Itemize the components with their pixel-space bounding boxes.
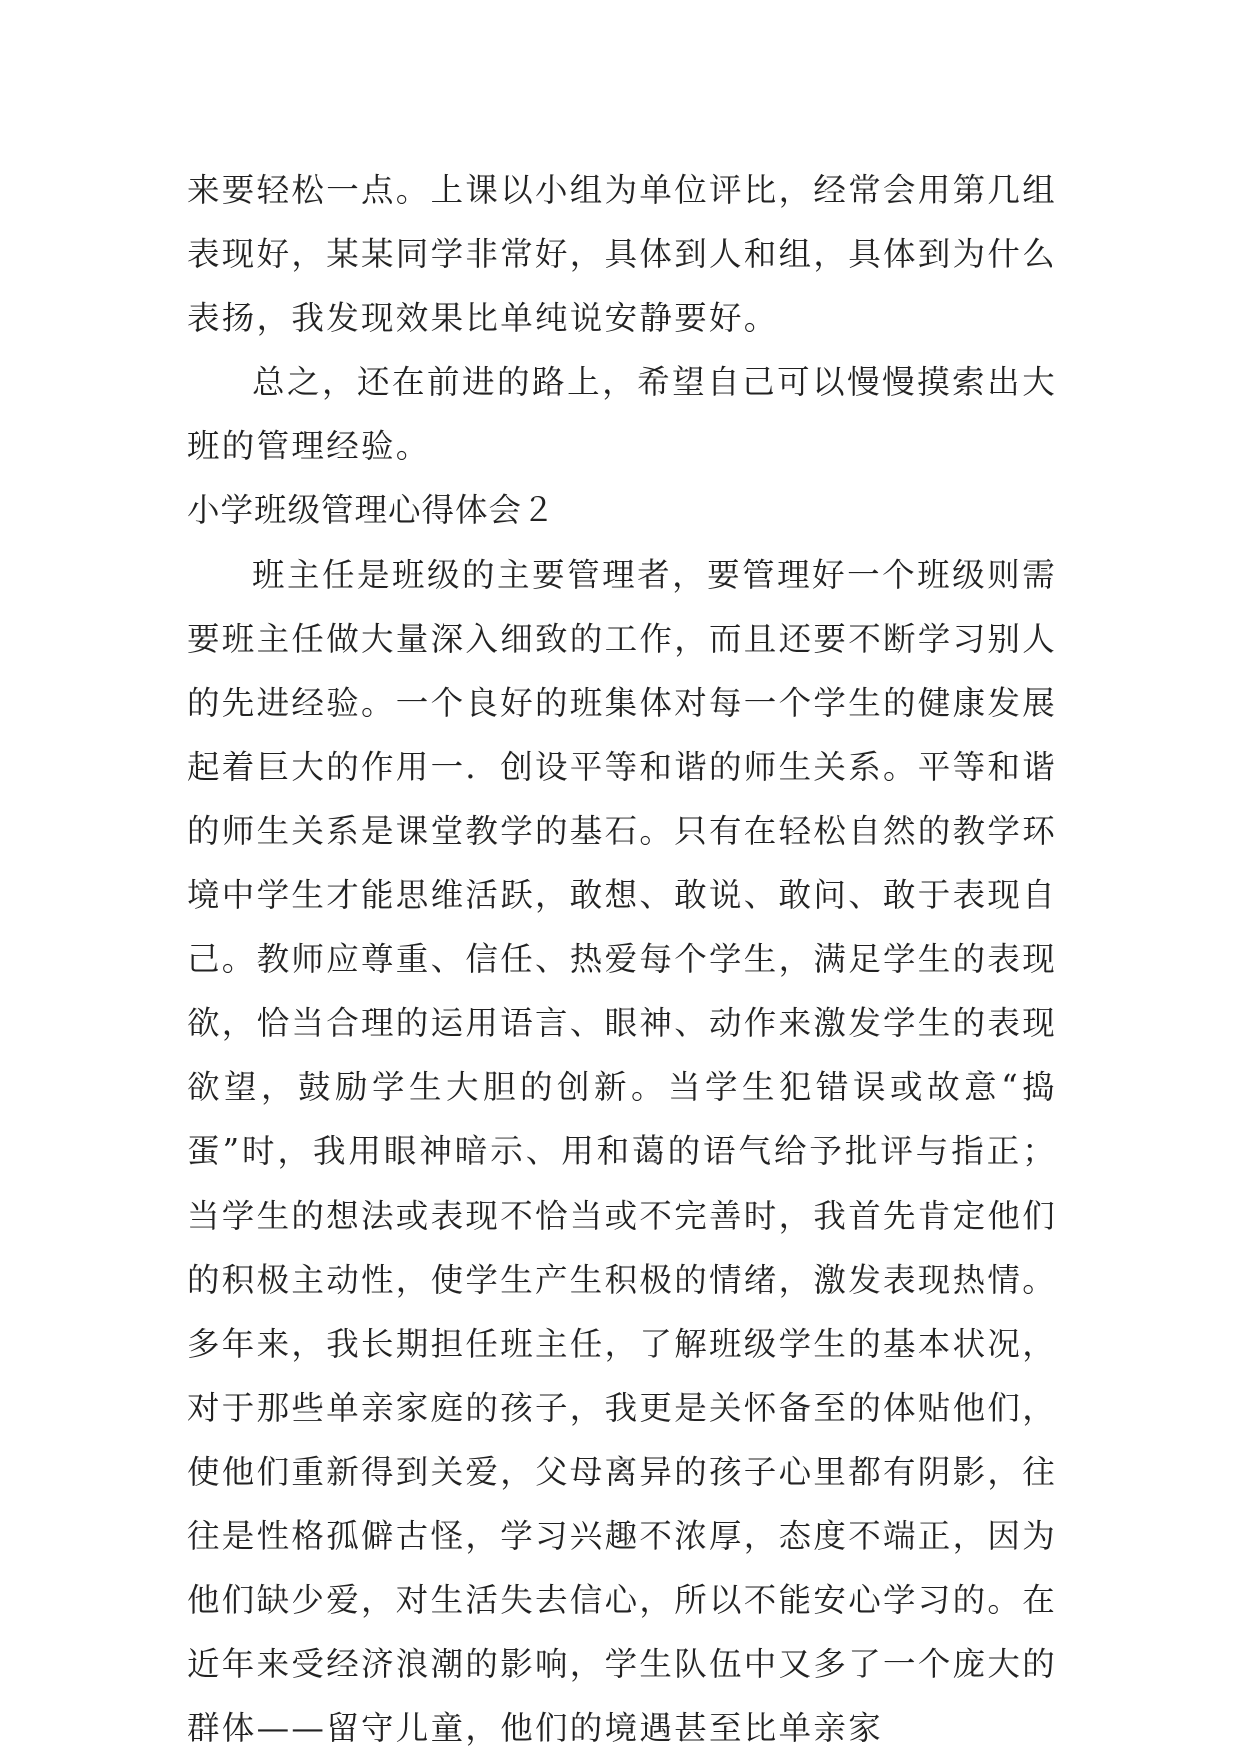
paragraph-continued: 来要轻松一点。上课以小组为单位评比，经常会用第几组表现好，某某同学非常好，具体到人和组，具体到为什么表扬，我发现效果比单纯说安静要好。 [187, 171, 1058, 338]
document-body [187, 158, 1057, 1760]
section-heading: 小学班级管理心得体会２ [187, 491, 556, 530]
paragraph-summary: 总之，还在前进的路上，希望自己可以慢慢摸索出大班的管理经验。 [187, 363, 1057, 466]
paragraph-body: 班主任是班级的主要管理者，要管理好一个班级则需要班主任做大量深入细致的工作，而且还要不断学习别人的先进经验。一个良好的班集体对每一个学生的健康发展起着巨大的作用一．创设平等和谐的师生关系。平等和谐的师生关系是课堂教学的基石。只有在轻松自然的教学环境中学生才能思维活跃，敢想、敢说、敢问、敢于表现自己。教师应尊重、信任、热爱每个学生，满足学生的表现欲，恰当合理的运用语言、眼神、动作来激发学生的表现欲望，鼓励学生大胆的创新。当学生犯错误或故意“捣蛋”时，我用眼神暗示、用和蔼的语气给予批评与指正；当学生的想法或表现不恰当或不完善时，我首先肯定他们的积极主动性，使学生产生积极的情绪，激发表现热情。多年来，我长期担任班主任，了解班级学生的基本状况，对于那些单亲家庭的孩子，我更是关怀备至的体贴他们，使他们重新得到关爱，父母离异的孩子心里都有阴影，往往是性格孤僻古怪，学习兴趣不浓厚，态度不端正，因为他们缺少爱，对生活失去信心，所以不能安心学习的。在近年来受经济浪潮的影响，学生队伍中又多了一个庞大的群体——留守儿童，他们的境遇甚至比单亲家 [187, 555, 1058, 1748]
